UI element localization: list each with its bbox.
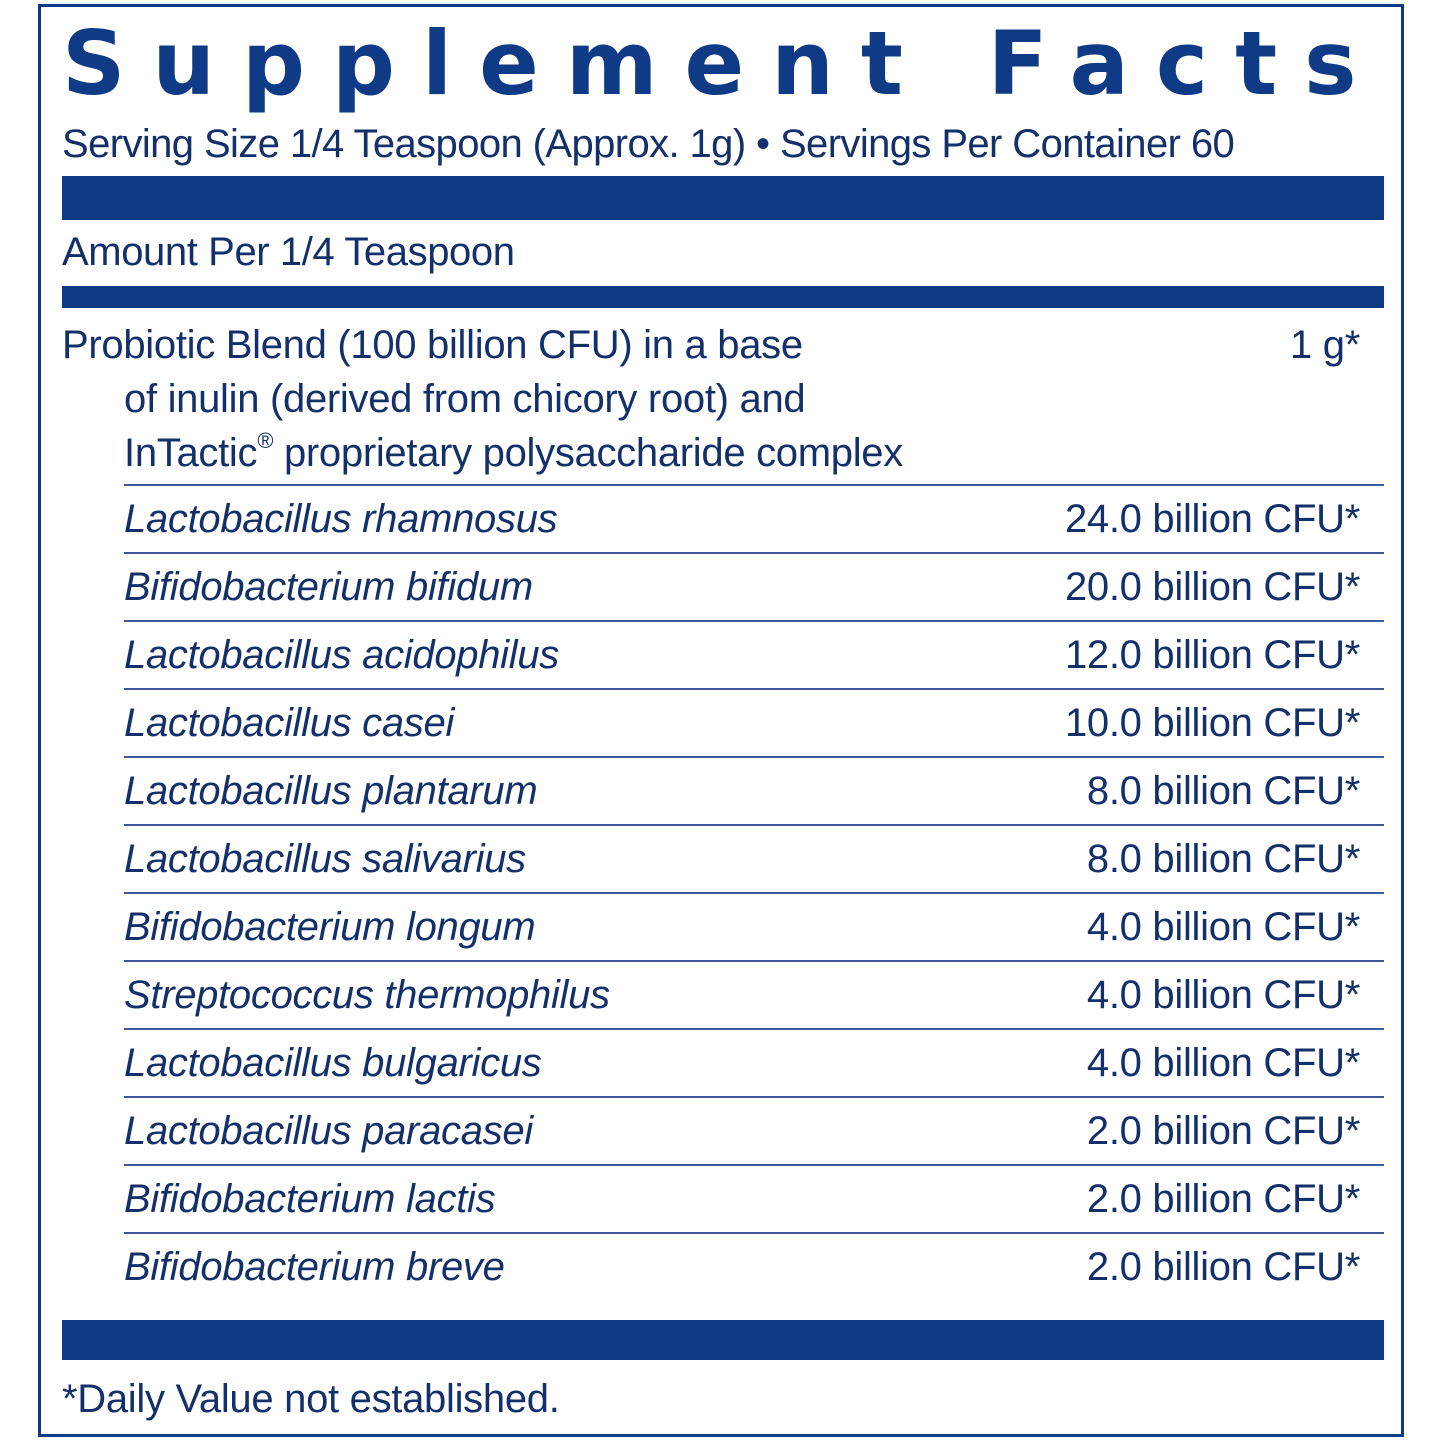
ingredient-row (124, 1164, 1384, 1232)
ingredient-name: Bifidobacterium bifidum (124, 565, 533, 609)
blend-description-rest: proprietary polysaccharide complex (273, 431, 903, 475)
ingredient-amount: 24.0 billion CFU* (1064, 497, 1360, 541)
amount-per-serving-header: Amount Per 1/4 Teaspoon (62, 230, 515, 274)
ingredient-row (124, 756, 1384, 824)
ingredient-amount: 2.0 billion CFU* (1086, 1245, 1360, 1289)
ingredient-amount: 2.0 billion CFU* (1086, 1177, 1360, 1221)
bottom-divider-bar (62, 1320, 1384, 1360)
ingredient-row (124, 552, 1384, 620)
ingredient-row (124, 892, 1384, 960)
ingredient-amount: 4.0 billion CFU* (1086, 1041, 1360, 1085)
ingredient-amount: 10.0 billion CFU* (1064, 701, 1360, 745)
ingredient-name: Bifidobacterium lactis (124, 1177, 496, 1221)
ingredient-amount: 12.0 billion CFU* (1064, 633, 1360, 677)
blend-description-line-2: of inulin (derived from chicory root) and (124, 377, 806, 421)
ingredient-row (124, 620, 1384, 688)
probiotic-blend-block (62, 318, 1384, 480)
ingredient-list (124, 484, 1384, 1300)
medium-divider-bar (62, 286, 1384, 308)
thick-divider-bar (62, 176, 1384, 220)
ingredient-name: Lactobacillus paracasei (124, 1109, 533, 1153)
ingredient-name: Lactobacillus bulgaricus (124, 1041, 542, 1085)
label-title: Supplement Facts (62, 12, 1384, 115)
blend-brand-name: InTactic (124, 431, 258, 475)
blend-description-line-3 (62, 426, 1384, 480)
blend-amount: 1 g* (1290, 323, 1360, 367)
ingredient-row (124, 960, 1384, 1028)
ingredient-amount: 8.0 billion CFU* (1086, 837, 1360, 881)
ingredient-name: Streptococcus thermophilus (124, 973, 610, 1017)
registered-mark: ® (257, 428, 274, 453)
ingredient-name: Lactobacillus plantarum (124, 769, 538, 813)
ingredient-name: Lactobacillus casei (124, 701, 455, 745)
ingredient-name: Bifidobacterium breve (124, 1245, 505, 1289)
blend-description-line-1: Probiotic Blend (100 billion CFU) in a base (62, 323, 803, 367)
ingredient-name: Bifidobacterium longum (124, 905, 536, 949)
ingredient-row (124, 688, 1384, 756)
ingredient-amount: 4.0 billion CFU* (1086, 905, 1360, 949)
ingredient-amount: 4.0 billion CFU* (1086, 973, 1360, 1017)
ingredient-row (124, 1028, 1384, 1096)
serving-info: Serving Size 1/4 Teaspoon (Approx. 1g) • Servings Per Container 60 (62, 122, 1235, 166)
ingredient-row (124, 1232, 1384, 1300)
ingredient-row (124, 1096, 1384, 1164)
ingredient-name: Lactobacillus acidophilus (124, 633, 560, 677)
ingredient-name: Lactobacillus salivarius (124, 837, 526, 881)
ingredient-amount: 2.0 billion CFU* (1086, 1109, 1360, 1153)
ingredient-name: Lactobacillus rhamnosus (124, 497, 558, 541)
ingredient-row (124, 824, 1384, 892)
ingredient-row (124, 484, 1384, 552)
footnote: *Daily Value not established. (62, 1377, 560, 1421)
ingredient-amount: 20.0 billion CFU* (1064, 565, 1360, 609)
ingredient-amount: 8.0 billion CFU* (1086, 769, 1360, 813)
